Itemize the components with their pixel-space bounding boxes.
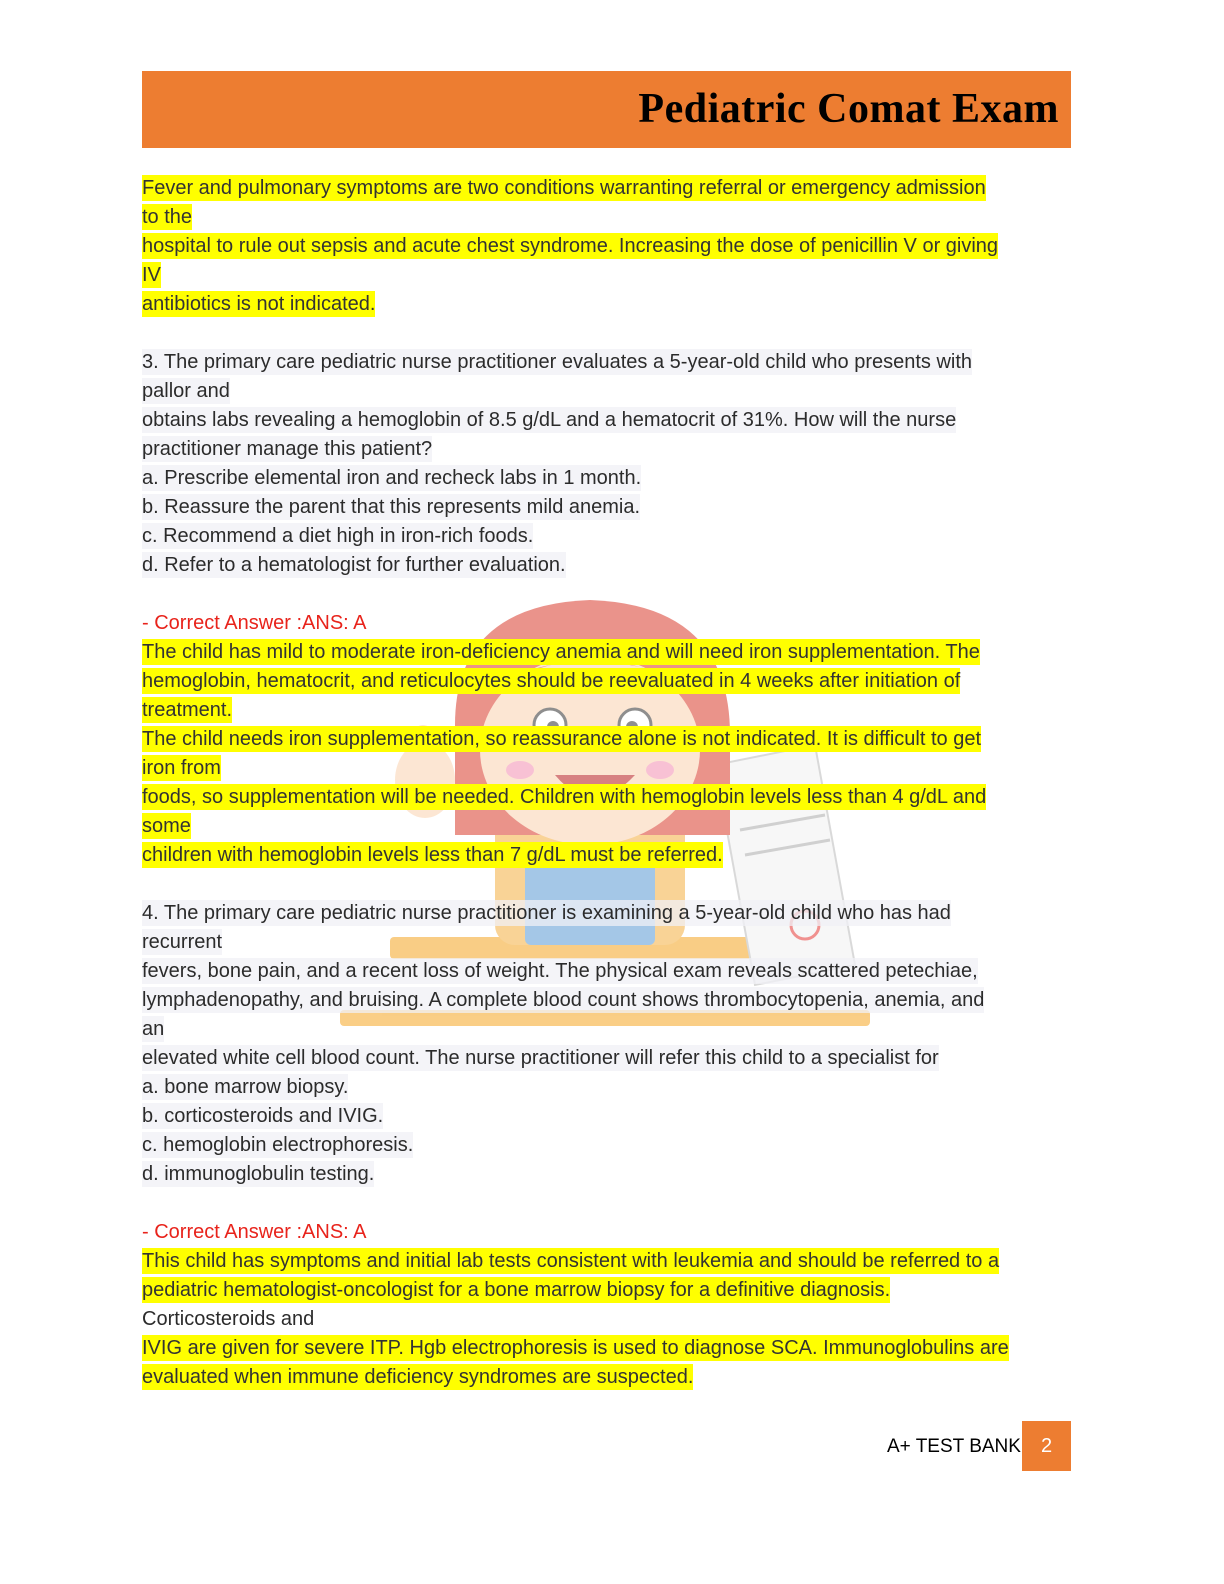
question-stem-line: 4. The primary care pediatric nurse practitioner is examining a 5-year-old child who has had (142, 902, 951, 924)
rationale-line: evaluated when immune deficiency syndromes are suspected. (142, 1366, 694, 1388)
rationale-line: The child has mild to moderate iron-deficiency anemia and will need iron supplementation. The (142, 641, 980, 663)
answer-option-b: b. corticosteroids and IVIG. (142, 1105, 384, 1127)
answer-option-d: d. immunoglobulin testing. (142, 1163, 375, 1185)
question-stem-line: lymphadenopathy, and bruising. A complete blood count shows thrombocytopenia, anemia, and (142, 989, 985, 1011)
rationale-line: foods, so supplementation will be needed. Children with hemoglobin levels less than 4 g/dL and (142, 786, 987, 808)
text-line: antibiotics is not indicated. (142, 293, 376, 315)
text-line: hospital to rule out sepsis and acute chest syndrome. Increasing the dose of penicillin V or giving (142, 235, 999, 257)
answer-option-a: a. bone marrow biopsy. (142, 1076, 349, 1098)
rationale-line: treatment. (142, 699, 233, 721)
answer-option-c: c. Recommend a diet high in iron-rich foods. (142, 525, 534, 547)
question-stem-line: 3. The primary care pediatric nurse practitioner evaluates a 5-year-old child who presents with (142, 351, 973, 373)
page-title: Pediatric Comat Exam (638, 86, 1059, 132)
question-4 (142, 899, 1077, 1392)
rationale-line: pediatric hematologist-oncologist for a bone marrow biopsy for a definitive diagnosis. (142, 1279, 891, 1301)
question-stem-line: elevated white cell blood count. The nurse practitioner will refer this child to a specialist for (142, 1047, 939, 1069)
rationale-line: IVIG are given for severe ITP. Hgb electrophoresis is used to diagnose SCA. Immunoglobulins are (142, 1337, 1009, 1359)
answer-option-b: b. Reassure the parent that this represents mild anemia. (142, 496, 641, 518)
text-line: Fever and pulmonary symptoms are two conditions warranting referral or emergency admission (142, 177, 986, 199)
rationale-line: hemoglobin, hematocrit, and reticulocytes should be reevaluated in 4 weeks after initiation of (142, 670, 961, 692)
correct-answer-label: - Correct Answer :ANS: A (142, 612, 367, 634)
answer-option-d: d. Refer to a hematologist for further evaluation. (142, 554, 566, 576)
question-stem-line: pallor and (142, 380, 230, 402)
question-stem-line: fevers, bone pain, and a recent loss of weight. The physical exam reveals scattered petechiae, (142, 960, 978, 982)
rationale-line: The child needs iron supplementation, so reassurance alone is not indicated. It is difficult to get (142, 728, 982, 750)
footer-label: A+ TEST BANK (887, 1436, 1021, 1457)
page-number: 2 (1022, 1421, 1071, 1471)
question-stem-line: an (142, 1018, 165, 1040)
question-3 (142, 348, 1077, 870)
text-line: to the (142, 206, 193, 228)
answer-option-c: c. hemoglobin electrophoresis. (142, 1134, 414, 1156)
rationale-line: some (142, 815, 191, 837)
correct-answer-label: - Correct Answer :ANS: A (142, 1221, 367, 1243)
question-stem-line: recurrent (142, 931, 223, 953)
answer-option-a: a. Prescribe elemental iron and recheck labs in 1 month. (142, 467, 642, 489)
header-banner (142, 71, 1071, 148)
rationale-line: This child has symptoms and initial lab tests consistent with leukemia and should be referred to a (142, 1250, 1000, 1272)
question-stem-line: obtains labs revealing a hemoglobin of 8.5 g/dL and a hematocrit of 31%. How will the nurse (142, 409, 957, 431)
fever-rationale-block (142, 174, 1077, 319)
document-body (142, 174, 1077, 1392)
rationale-line: iron from (142, 757, 221, 779)
rationale-line: Corticosteroids and (142, 1308, 315, 1330)
rationale-line: children with hemoglobin levels less than 7 g/dL must be referred. (142, 844, 723, 866)
text-line: IV (142, 264, 161, 286)
question-stem-line: practitioner manage this patient? (142, 438, 433, 460)
